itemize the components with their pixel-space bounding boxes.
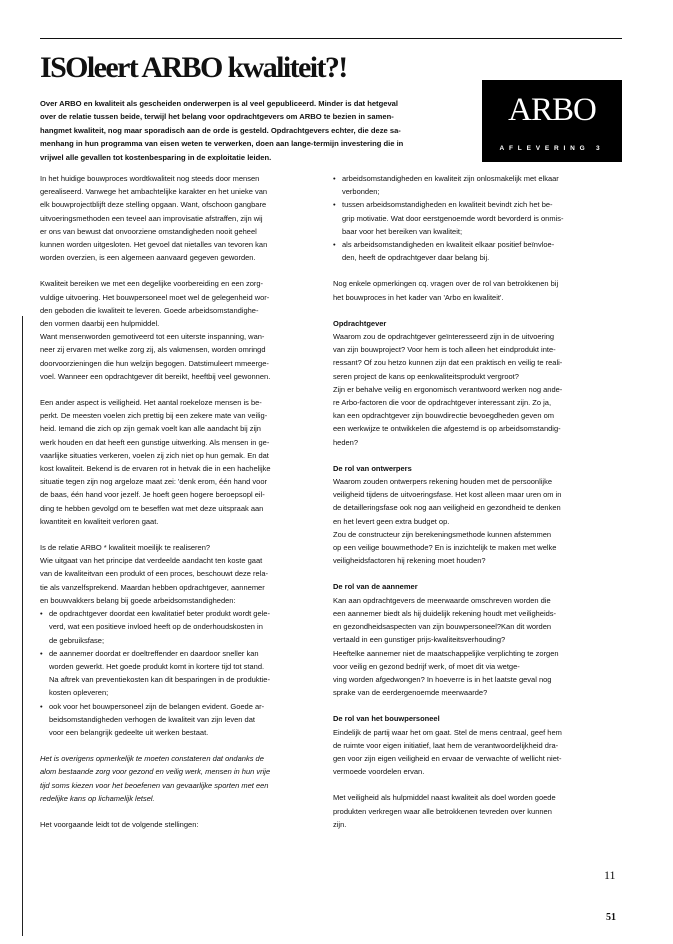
text-line: ding te hebben gevolgd om te beseffen wat met deze uitspraak aan bbox=[40, 503, 264, 513]
text-line: beidsomstandigheden verhogen de kwaliteit van zijn leven dat bbox=[49, 714, 255, 724]
text-line: een werkwijze te ontwikkelen die afgestemd is op arbeidsomstandig- bbox=[333, 424, 561, 434]
text-line: grip motivatie. Wat door eerstgenoemde wordt bevorderd is onmis- bbox=[342, 213, 564, 223]
list-item bbox=[333, 172, 622, 198]
section-heading: Opdrachtgever bbox=[333, 318, 387, 328]
paragraph bbox=[40, 818, 320, 831]
intro-line: vrijwel alle gevallen tot kostenbesparing in de exploitatie leiden. bbox=[40, 152, 272, 162]
text-line: vaarlijke situaties verkeren, voelen zij zich niet op hun gemak. En dat bbox=[40, 450, 269, 460]
text-line: kosten opleveren; bbox=[49, 688, 109, 698]
text-line: vertaald in een gunstiger prijs-kwaliteitsverhouding? bbox=[333, 635, 506, 645]
text-line: vermoede voordelen ervan. bbox=[333, 767, 425, 777]
text-line: de gebruiksfase; bbox=[49, 635, 105, 645]
text-line: tijd soms kiezen voor het beoefenen van gevaarlijke sporten met een bbox=[40, 780, 269, 790]
text-line: kwantiteit en kwaliteit verloren gaat. bbox=[40, 516, 159, 526]
arbo-logo-word: ARBO bbox=[508, 92, 596, 128]
list-item bbox=[333, 238, 622, 264]
text-line: zijn. bbox=[333, 819, 347, 829]
text-line: van zijn bouwproject? Voor hem is toch alleen het eindprodukt inte- bbox=[333, 345, 556, 355]
paragraph bbox=[333, 330, 622, 449]
list-item bbox=[333, 198, 622, 238]
text-line: • de aannemer doordat er doeltreffender en daardoor sneller kan bbox=[40, 647, 320, 660]
text-line: Het is overigens opmerkelijk te moeten constateren dat ondanks de bbox=[40, 754, 264, 764]
text-line: produkten verkregen waar alle betrokkenen tevreden over kunnen bbox=[333, 806, 552, 816]
text-line: kunnen worden uitgesloten. Het gevoel dat nietalles van tevoren kan bbox=[40, 240, 268, 250]
text-line: sprake van de eerdergenoemde meerwaarde? bbox=[333, 688, 488, 698]
text-line: Eindelijk de partij waar het om gaat. Stel de mens centraal, geef hem bbox=[333, 727, 562, 737]
text-line: den vormen daarbij een hulpmiddel. bbox=[40, 319, 160, 329]
text-line: • ook voor het bouwpersoneel zijn de belangen evident. Goede ar- bbox=[40, 700, 320, 713]
section-heading: De rol van het bouwpersoneel bbox=[333, 714, 440, 724]
text-line: redelijke kans op lichamelijk letsel. bbox=[40, 793, 155, 803]
text-line: Is de relatie ARBO * kwaliteit moeilijk te realiseren? bbox=[40, 543, 211, 553]
text-line: de detailleringsfase ook nog aan veiligheid en gezondheid te denken bbox=[333, 503, 561, 513]
text-line: ving worden afgedwongen? In hoeverre is in het laatste geval nog bbox=[333, 674, 552, 684]
text-line: en gezondheidsaspecten van zijn bouwpersoneel?Kan dit worden bbox=[333, 622, 552, 632]
left-column bbox=[40, 172, 320, 844]
text-line: worden gewerkt. Het goede produkt komt in kortere tijd tot stand. bbox=[49, 661, 265, 671]
paragraph bbox=[333, 791, 622, 831]
top-rule bbox=[40, 38, 622, 39]
text-line: Met veiligheid als hulpmiddel naast kwaliteit als doel worden goede bbox=[333, 793, 556, 803]
text-line: en het levert geen extra budget op. bbox=[333, 516, 450, 526]
text-line: Zou de constructeur zijn berekeningsmethode kunnen afstemmen bbox=[333, 529, 552, 539]
paragraph bbox=[333, 277, 622, 303]
intro-line: hangmet kwaliteit, nog maar sporadisch aan de orde is gesteld. Opdrachtgevers echter, die deze sa- bbox=[40, 125, 401, 135]
text-line: tie als vanzelfsprekend. Maardan hebben opdrachtgever, aannemer bbox=[40, 582, 265, 592]
text-line: Nog enkele opmerkingen cq. vragen over de rol van betrokkenen bij bbox=[333, 279, 559, 289]
text-line: veiligheidsfactoren hij rekening moet houden? bbox=[333, 556, 486, 566]
text-line: gerealiseerd. Vanwege het ambachtelijke karakter en het unieke van bbox=[40, 187, 268, 197]
text-line: Kwaliteit bereiken we met een degelijke voorbereiding en een zorg- bbox=[40, 279, 264, 289]
text-line: en bouwvakkers belang bij goede arbeidsomstandigheden: bbox=[40, 595, 236, 605]
article-intro bbox=[40, 97, 468, 164]
section-heading: De rol van ontwerpers bbox=[333, 463, 412, 473]
text-line: ressant? Of zou hetzo kunnen zijn dat een praktisch en veilig te reali- bbox=[333, 358, 563, 368]
intro-line: Over ARBO en kwaliteit als gescheiden onderwerpen is al veel gepubliceerd. Minder is dat hetgeval bbox=[40, 99, 399, 108]
page-number: 51 bbox=[606, 912, 616, 923]
arbo-logo-box bbox=[482, 80, 622, 162]
article-title: ISOleert ARBO kwaliteit?! bbox=[40, 51, 347, 84]
text-line: Waarom zouden ontwerpers rekening houden met de persoonlijke bbox=[333, 477, 553, 487]
text-line: voel. Wanneer een opdrachtgever dit bereikt, heeftbij veel gewonnen. bbox=[40, 371, 271, 381]
text-line: er ons van bewust dat onvoorziene omstandigheden nooit geheel bbox=[40, 226, 257, 236]
text-line: uitvoeringsmethoden een teveel aan improvisatie afstraffen, zijn wij bbox=[40, 213, 263, 223]
list-item bbox=[40, 647, 320, 700]
section-heading: De rol van de aannemer bbox=[333, 582, 418, 592]
intro-line: over de relatie tussen beide, terwijl het belang voor opdrachtgevers om ARBO te bezien in samen- bbox=[40, 112, 394, 122]
text-line: • tussen arbeidsomstandigheden en kwaliteit bevindt zich het be- bbox=[333, 198, 622, 211]
text-line: de baas, één hand voor jezelf. Je hoeft geen hogere beroepsopl eil- bbox=[40, 490, 265, 500]
text-line: van de kwaliteitvan een produkt of een proces, beschouwt deze rela- bbox=[40, 569, 269, 579]
text-line: neer zij ervaren met welke zorg zij, als vakmensen, worden omringd bbox=[40, 345, 266, 355]
text-line: elk bouwprojectblijft deze stelling opgaan. Want, ofschoon gangbare bbox=[40, 200, 267, 210]
interest-list bbox=[40, 607, 320, 739]
text-line: Een ander aspect is veiligheid. Het aantal roekeloze mensen is be- bbox=[40, 398, 262, 408]
text-line: kost kwaliteit. Bekend is de ervaren rot in hetvak die in een hachelijke bbox=[40, 464, 271, 474]
text-line: den geboden die kwaliteit te leveren. Goede arbeidsomstandighe- bbox=[40, 305, 259, 315]
text-line: re Arbo-factoren die voor de opdrachtgever interessant zijn. Zo ja, bbox=[333, 398, 552, 408]
paragraph bbox=[333, 475, 622, 567]
text-line: Want mensenworden gemotiveerd tot een uiterste inspanning, wan- bbox=[40, 332, 265, 342]
text-line: Heeftelke aannemer niet de maatschappelijke verplichting te zorgen bbox=[333, 648, 559, 658]
statements-list bbox=[333, 172, 622, 264]
paragraph bbox=[333, 594, 622, 700]
text-line: veiligheid tijdens de uitvoeringsfase. Het kost alleen maar uren om in bbox=[333, 490, 562, 500]
text-line: Wie uitgaat van het principe dat verdeelde aandacht ten koste gaat bbox=[40, 556, 263, 566]
italic-paragraph bbox=[40, 752, 320, 805]
paragraph bbox=[333, 726, 622, 779]
text-line: perkt. De meesten voelen zich prettig bij een zekere mate van veilig- bbox=[40, 411, 268, 421]
text-line: verd, wat een positieve invloed heeft op de onderhoudskosten in bbox=[49, 622, 263, 632]
text-line: een aannemer biedt als hij duidelijk rekening houdt met veiligheids- bbox=[333, 608, 557, 618]
text-line: gen voor zijn eigen veiligheid en ervaar de verwachte of wellicht niet- bbox=[333, 753, 562, 763]
text-line: Het voorgaande leidt tot de volgende stellingen: bbox=[40, 819, 199, 829]
text-line: werk houden en dat heeft een gunstige uitwerking. Als mensen in ge- bbox=[40, 437, 270, 447]
text-line: Na aftrek van preventiekosten kan dit besparingen in de produktie- bbox=[49, 675, 270, 685]
paragraph bbox=[40, 277, 320, 383]
text-line: seren project de kans op eenkwaliteitsprodukt vergroot? bbox=[333, 371, 519, 381]
text-line: de ruimte voor eigen initiatief, laat hem de verantwoordelijkheid dra- bbox=[333, 740, 559, 750]
paragraph bbox=[40, 172, 320, 264]
right-column bbox=[333, 172, 622, 844]
intro-line: menhang in hun programma van eisen weten te verwerken, doen aan lange-termijn investering die in bbox=[40, 139, 404, 149]
list-item bbox=[40, 607, 320, 647]
text-line: vuldige uitvoering. Het bouwpersoneel moet wel de gelegenheid wor- bbox=[40, 292, 270, 302]
text-line: voor veilig en gezond bedrijf werk, of moet dit via wetge- bbox=[333, 661, 520, 671]
text-line: voor een belangrijk gedeelte uit werken bestaat. bbox=[49, 727, 209, 737]
text-line: • de opdrachtgever doordat een kwalitatief beter produkt wordt gele- bbox=[40, 607, 320, 620]
text-line: Kan aan opdrachtgevers de meerwaarde omschreven worden die bbox=[333, 595, 551, 605]
text-line: verbonden; bbox=[342, 187, 380, 197]
text-line: In het huidige bouwproces wordtkwaliteit nog steeds door mensen bbox=[40, 174, 260, 183]
text-line: op een veilige bouwmethode? En is inzichtelijk te maken met welke bbox=[333, 543, 557, 553]
paragraph bbox=[40, 541, 320, 607]
paragraph bbox=[40, 396, 320, 528]
text-line: kan een opdrachtgever zijn bouwdirectie bevoegdheden geven om bbox=[333, 411, 554, 421]
margin-rule bbox=[22, 316, 23, 936]
list-item bbox=[40, 700, 320, 740]
text-line: • arbeidsomstandigheden en kwaliteit zijn onlosmakelijk met elkaar bbox=[333, 172, 622, 185]
text-line: baar voor het bereiken van kwaliteit; bbox=[342, 226, 463, 236]
text-line: Waarom zou de opdrachtgever geïnteresseerd zijn in de uitvoering bbox=[333, 332, 555, 342]
text-line: heid. Iemand die zich op zijn gemak voelt kan alle aandacht bij zijn bbox=[40, 424, 261, 434]
series-label: AFLEVERING 3 bbox=[499, 145, 605, 152]
text-line: doorvoorzieningen die hun welzijn begogen. Datstimuleert mmeerge- bbox=[40, 358, 269, 368]
text-line: worden overzien, is een algemeen aanvaard gegeven geworden. bbox=[40, 253, 256, 263]
text-line: den, heeft de opdrachtgever daar belang bij. bbox=[342, 253, 490, 263]
continuation-number: 11 bbox=[604, 868, 616, 882]
text-line: situatie tegen zijn nog argeloze maat zei: 'denk erom, één hand voor bbox=[40, 477, 267, 487]
text-line: Zijn er behalve veilig en ergonomisch verantwoord werken nog ande- bbox=[333, 384, 563, 394]
text-line: • als arbeidsomstandigheden en kwaliteit elkaar positief beïnvloe- bbox=[333, 238, 622, 251]
text-line: alom bestaande zorg voor gezond en veilig werk, mensen in hun vrije bbox=[40, 767, 271, 777]
text-line: heden? bbox=[333, 437, 359, 447]
text-line: het bouwproces in het kader van 'Arbo en kwaliteit'. bbox=[333, 292, 504, 302]
